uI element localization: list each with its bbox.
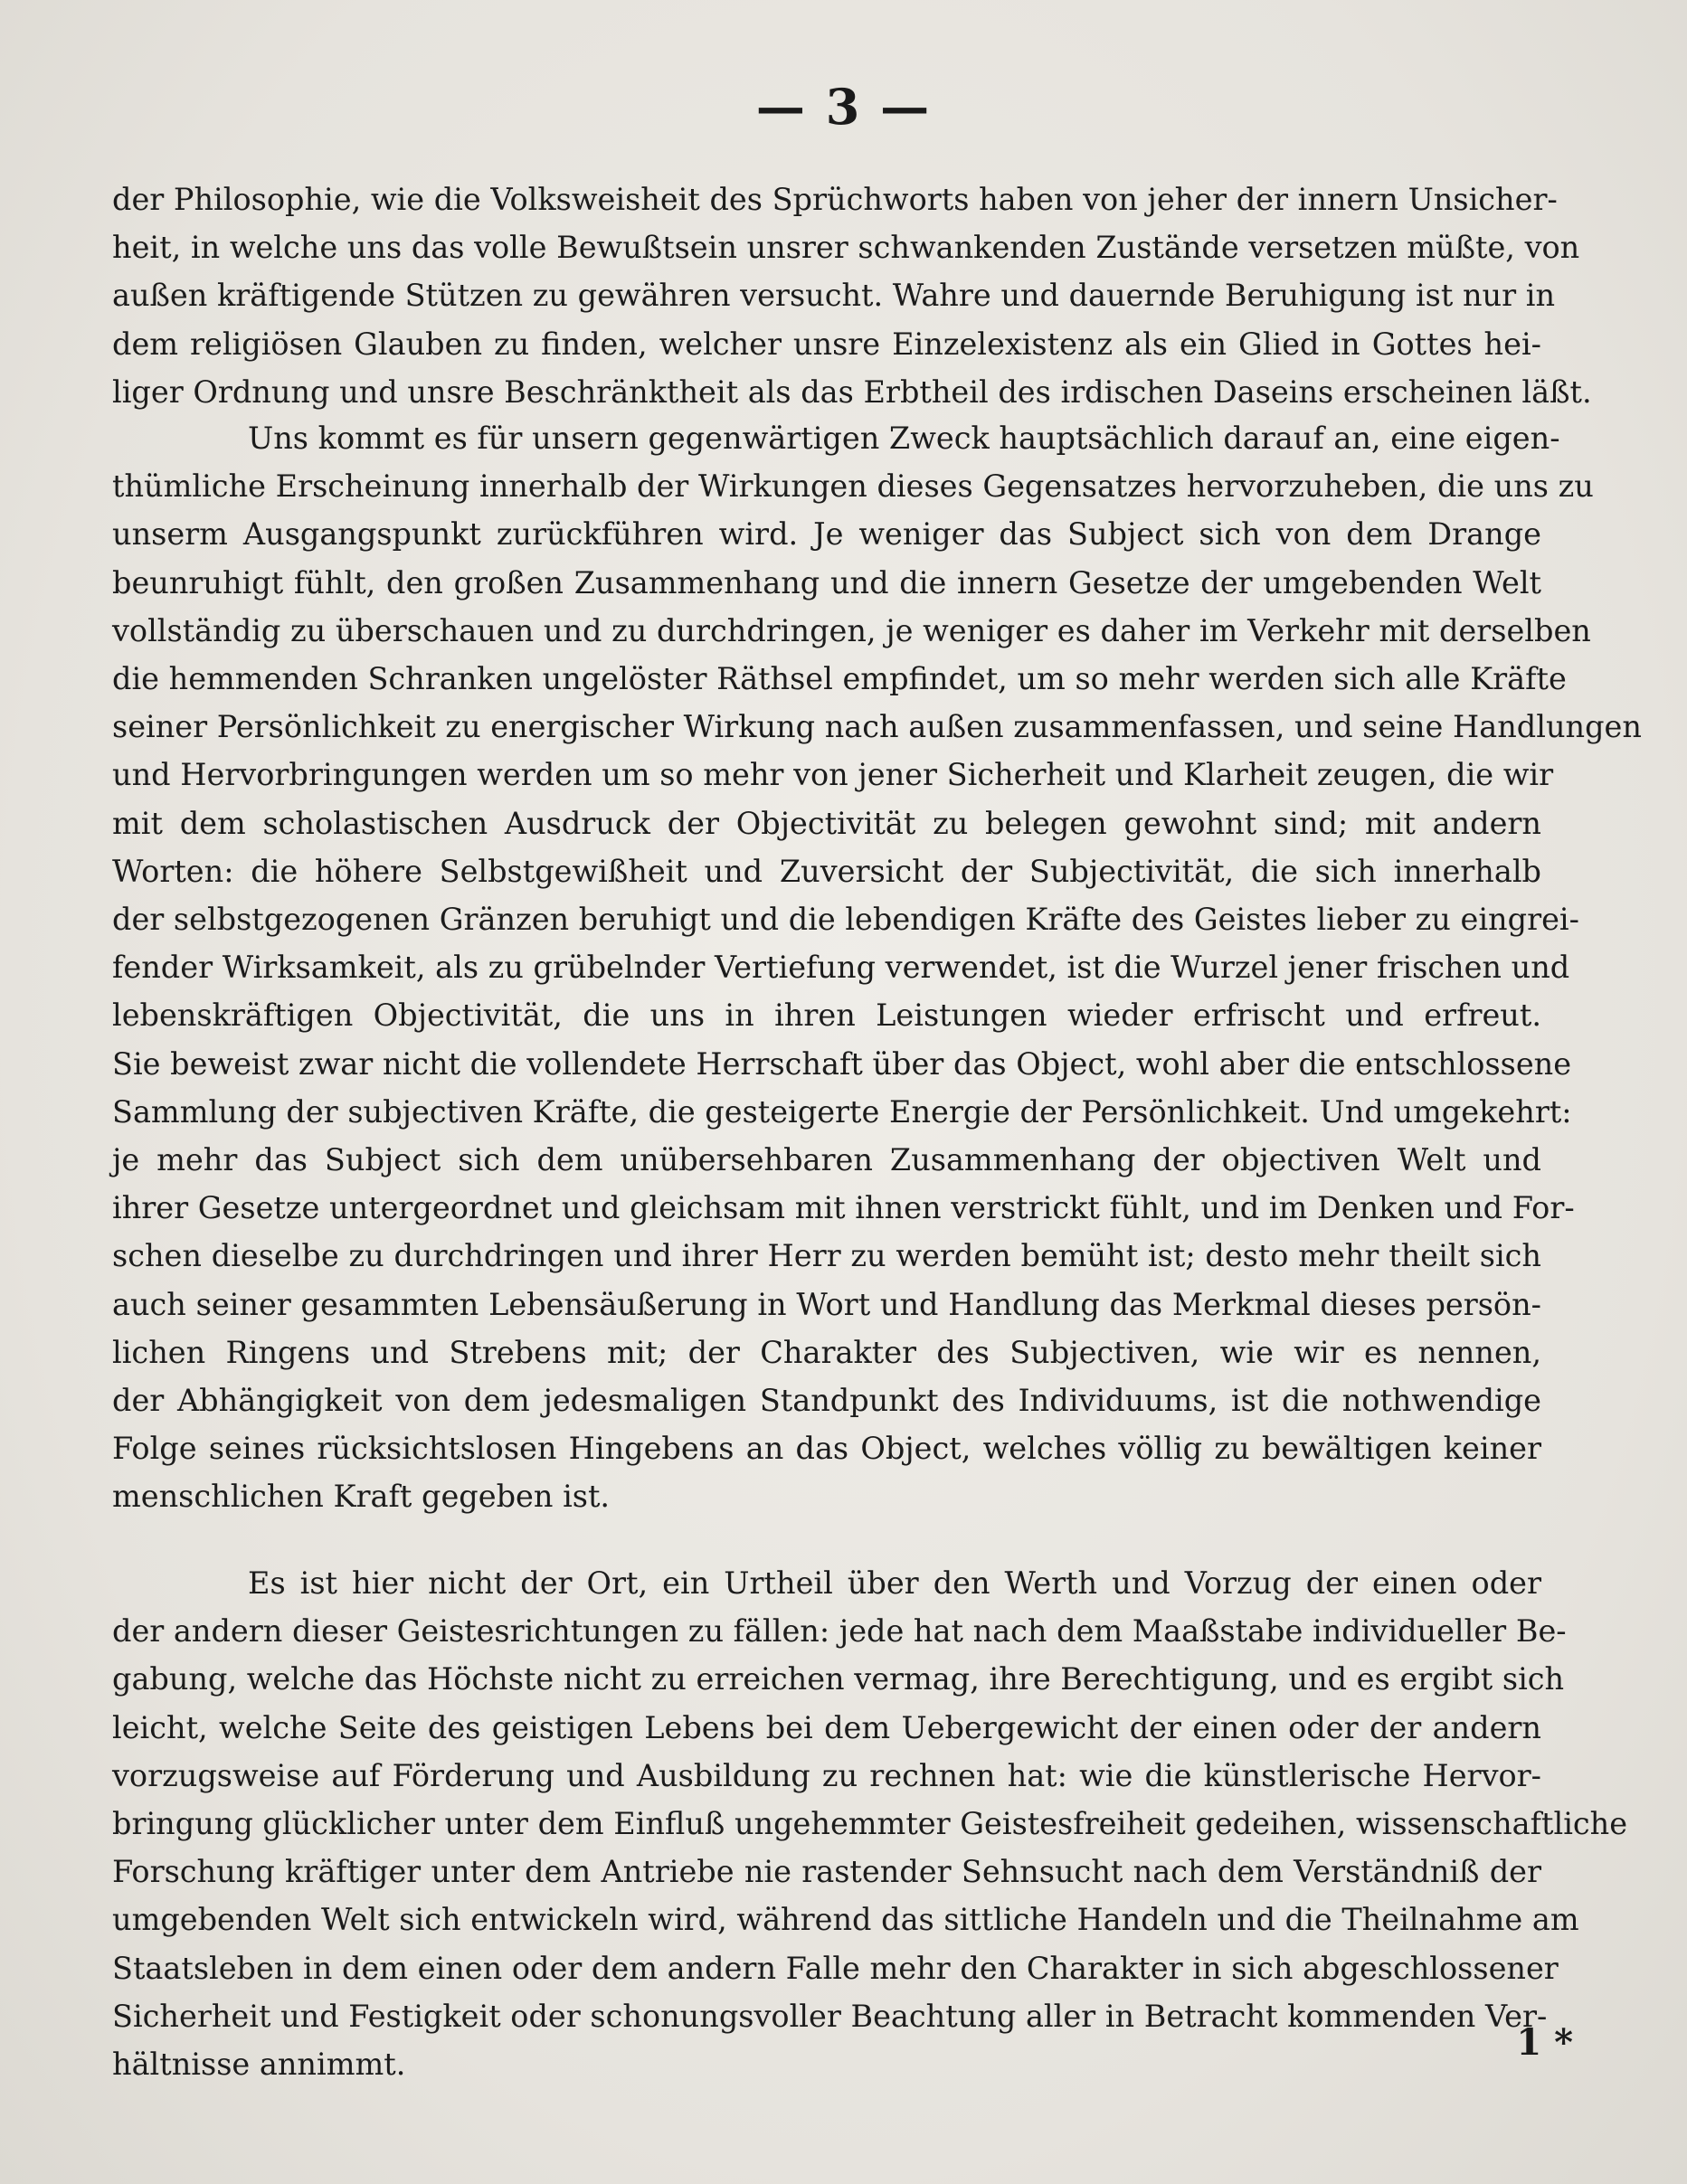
paragraph-2	[112, 414, 1642, 1521]
text-line: lichen Ringens und Strebens mit; der Charakter des Subjectiven, wie wir es nennen,	[112, 1334, 1541, 1370]
text-line: Forschung kräftiger unter dem Antriebe nie rastender Sehnsucht nach dem Verständniß der	[112, 1854, 1541, 1890]
text-line: Staatsleben in dem einen oder dem andern Falle mehr den Charakter in sich abgeschlossener	[112, 1950, 1559, 1986]
signature-mark: 1 *	[1516, 2021, 1573, 2064]
text-line: bringung glücklicher unter dem Einfluß ungehemmter Geistesfreiheit gedeihen, wissenschaftliche	[112, 1806, 1628, 1842]
text-line: außen kräftigende Stützen zu gewähren versucht. Wahre und dauernde Beruhigung ist nur in	[112, 278, 1556, 314]
text-line: der Philosophie, wie die Volksweisheit des Sprüchworts haben von jeher der innern Unsicher-	[112, 182, 1558, 217]
text-line: der andern dieser Geistesrichtungen zu fällen: jede hat nach dem Maaßstabe individueller Be-	[112, 1613, 1567, 1650]
paragraph-3	[112, 1559, 1628, 2088]
text-line: je mehr das Subject sich dem unübersehbaren Zusammenhang der objectiven Welt und	[112, 1142, 1541, 1178]
text-line: Es ist hier nicht der Ort, ein Urtheil über den Werth und Vorzug der einen oder	[248, 1565, 1541, 1601]
page-number: — 3 —	[755, 78, 932, 136]
text-line: schen dieselbe zu durchdringen und ihrer Herr zu werden bemüht ist; desto mehr theilt sich	[112, 1238, 1541, 1274]
text-line: Uns kommt es für unsern gegenwärtigen Zweck hauptsächlich darauf an, eine eigen-	[248, 421, 1560, 456]
text-line: beunruhigt fühlt, den großen Zusammenhang und die innern Gesetze der umgebenden Welt	[112, 564, 1541, 600]
text-line: fender Wirksamkeit, als zu grübelnder Vertiefung verwendet, ist die Wurzel jener frischen und	[112, 950, 1570, 986]
text-line: Sie beweist zwar nicht die vollendete Herrschaft über das Object, wohl aber die entschlossene	[112, 1045, 1572, 1082]
text-line: Sicherheit und Festigkeit oder schonungsvoller Beachtung aller in Betracht kommenden Ver-	[112, 1998, 1548, 2034]
text-line: Sammlung der subjectiven Kräfte, die gesteigerte Energie der Persönlichkeit. Und umgekehrt:	[112, 1093, 1572, 1130]
text-line: menschlichen Kraft gegeben ist.	[112, 1479, 611, 1515]
text-line: heit, in welche uns das volle Bewußtsein unsrer schwankenden Zustände versetzen müßte, von	[112, 230, 1580, 266]
text-line: thümliche Erscheinung innerhalb der Wirkungen dieses Gegensatzes hervorzuheben, die uns zu	[112, 468, 1594, 505]
text-line: und Hervorbringungen werden um so mehr von jener Sicherheit und Klarheit zeugen, die wir	[112, 757, 1554, 793]
text-line: mit dem scholastischen Ausdruck der Objectivität zu belegen gewohnt sind; mit andern	[112, 805, 1541, 841]
text-line: unserm Ausgangspunkt zurückführen wird. Je weniger das Subject sich von dem Drange	[112, 516, 1541, 553]
text-line: Worten: die höhere Selbstgewißheit und Zuversicht der Subjectivität, die sich innerhalb	[112, 853, 1541, 889]
text-line: leicht, welche Seite des geistigen Lebens bei dem Uebergewicht der einen oder der andern	[112, 1709, 1541, 1745]
text-line: liger Ordnung und unsre Beschränktheit als das Erbtheil des irdischen Daseins erscheinen läßt.	[112, 373, 1592, 410]
text-line: hältnisse annimmt.	[112, 2047, 406, 2083]
text-line: umgebenden Welt sich entwickeln wird, während das sittliche Handeln und die Theilnahme am	[112, 1902, 1579, 1938]
text-line: ihrer Gesetze untergeordnet und gleichsam mit ihnen verstrickt fühlt, und im Denken und For-	[112, 1190, 1575, 1226]
text-line: dem religiösen Glauben zu finden, welcher unsre Einzelexistenz als ein Glied in Gottes hei-	[112, 326, 1541, 362]
text-line: seiner Persönlichkeit zu energischer Wirkung nach außen zusammenfassen, und seine Handlungen	[112, 709, 1642, 745]
text-line: der Abhängigkeit von dem jedesmaligen Standpunkt des Individuums, ist die nothwendige	[112, 1383, 1541, 1419]
text-line: lebenskräftigen Objectivität, die uns in ihren Leistungen wieder erfrischt und erfreut.	[112, 997, 1541, 1034]
paragraph-1	[112, 175, 1592, 416]
text-line: der selbstgezogenen Gränzen beruhigt und die lebendigen Kräfte des Geistes lieber zu eingrei-	[112, 902, 1579, 938]
text-line: vorzugsweise auf Förderung und Ausbildung zu rechnen hat: wie die künstlerische Hervor-	[112, 1757, 1541, 1793]
text-line: gabung, welche das Höchste nicht zu erreichen vermag, ihre Berechtigung, und es ergibt sich	[112, 1661, 1565, 1697]
text-line: vollständig zu überschauen und zu durchdringen, je weniger es daher im Verkehr mit derselben	[112, 612, 1591, 648]
text-line: die hemmenden Schranken ungelöster Räthsel empfindet, um so mehr werden sich alle Kräfte	[112, 661, 1567, 697]
text-line: Folge seines rücksichtslosen Hingebens an das Object, welches völlig zu bewältigen keiner	[112, 1431, 1541, 1467]
text-line: auch seiner gesammten Lebensäußerung in Wort und Handlung das Merkmal dieses persön-	[112, 1286, 1541, 1322]
